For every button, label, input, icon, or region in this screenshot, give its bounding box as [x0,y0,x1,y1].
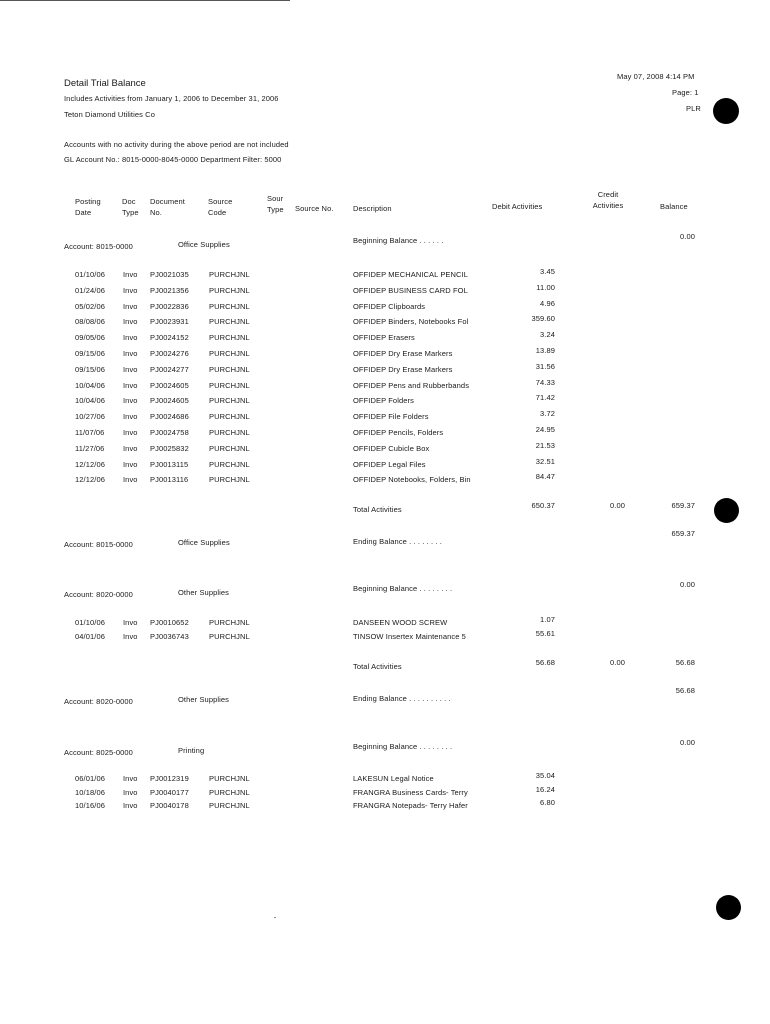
row-debit: 3.72 [540,409,555,419]
row-description: OFFIDEP Pens and Rubberbands [353,380,470,390]
row-posting-date: 10/18/06 [75,787,105,797]
ending-account-name: Other Supplies [178,695,230,704]
row-doc-type: Invo [123,380,138,390]
report-title: Detail Trial Balance [64,78,146,89]
total-debit: 56.68 [535,658,555,667]
ending-balance-value: 659.37 [671,529,695,538]
row-source-code: PURCHJNL [209,443,250,453]
col-description: Description [353,204,392,213]
row-debit: 3.24 [540,330,555,340]
ending-account-name: Office Supplies [178,538,230,547]
row-document-no: PJ0010652 [150,618,189,627]
row-description: OFFIDEP Cubicle Box [353,443,430,453]
row-doc-type: Invo [123,412,138,422]
row-document-no: PJ0024277 [150,364,189,374]
scan-top-line [0,0,290,1]
row-source-code: PURCHJNL [209,787,250,797]
row-description: OFFIDEP Folders [353,396,414,406]
account-label: Account: 8025-0000 [64,748,133,757]
row-doc-type: Invo [123,396,138,406]
ending-balance-value: 56.68 [675,686,695,695]
row-document-no: PJ0024605 [150,396,189,406]
row-doc-type: Invo [123,618,138,627]
row-posting-date: 01/10/06 [75,270,105,279]
row-doc-type: Invo [123,801,138,810]
row-debit: 31.56 [535,361,555,371]
row-posting-date: 10/16/06 [75,801,105,810]
beginning-balance-value: 0.00 [680,232,695,241]
total-activities-label: Total Activities [353,662,402,671]
account-label: Account: 8015-0000 [64,242,133,251]
row-posting-date: 09/05/06 [75,333,105,343]
row-doc-type: Invo [123,774,138,783]
row-document-no: PJ0036743 [150,631,189,641]
row-source-code: PURCHJNL [209,631,250,641]
punch-hole-middle [714,498,739,523]
row-description: FRANGRA Business Cards- Terry [353,787,468,797]
ending-account-label: Account: 8020-0000 [64,697,133,706]
row-description: LAKESUN Legal Notice [353,774,434,783]
activities-range: Includes Activities from January 1, 2006 to December 31, 2006 [64,94,279,103]
total-credit: 0.00 [610,658,625,667]
row-description: DANSEEN WOOD SCREW [353,618,448,627]
ending-balance-label: Ending Balance . . . . . . . . . . [353,694,451,703]
row-document-no: PJ0025832 [150,443,189,453]
row-debit: 74.33 [535,377,555,387]
row-posting-date: 11/27/06 [75,443,105,453]
beginning-balance-label: Beginning Balance . . . . . . . . [353,742,453,751]
row-description: OFFIDEP Notebooks, Folders, Bin [353,475,471,485]
row-document-no: PJ0013116 [150,475,189,485]
row-description: FRANGRA Notepads- Terry Hafer [353,801,468,810]
row-document-no: PJ0022836 [150,301,189,311]
row-debit: 1.07 [540,615,555,624]
row-debit: 16.24 [535,784,555,794]
row-posting-date: 08/08/06 [75,317,105,327]
row-debit: 3.45 [540,267,555,276]
beginning-balance-label: Beginning Balance . . . . . . . . [353,584,453,593]
row-source-code: PURCHJNL [209,285,250,295]
row-doc-type: Invo [123,364,138,374]
row-description: OFFIDEP Dry Erase Markers [353,364,453,374]
row-document-no: PJ0024686 [150,412,189,422]
ending-balance-label: Ending Balance . . . . . . . . [353,537,442,546]
row-source-code: PURCHJNL [209,774,250,783]
row-source-code: PURCHJNL [209,301,250,311]
col-credit: Credit Activities [592,190,624,210]
scan-speck [274,917,276,918]
row-posting-date: 10/27/06 [75,412,105,422]
account-name: Other Supplies [178,588,230,597]
total-credit: 0.00 [610,501,625,510]
row-debit: 71.42 [535,393,555,403]
account-name: Printing [178,746,205,755]
account-filter: GL Account No.: 8015-0000-8045-0000 Department Filter: 5000 [64,155,282,164]
row-source-code: PURCHJNL [209,364,250,374]
row-posting-date: 09/15/06 [75,364,105,374]
row-document-no: PJ0013115 [150,459,189,469]
row-description: OFFIDEP Erasers [353,333,415,343]
company-name: Teton Diamond Utilities Co [64,110,155,119]
row-debit: 35.04 [535,771,555,780]
row-source-code: PURCHJNL [209,475,250,485]
row-posting-date: 06/01/06 [75,774,105,783]
row-debit: 13.89 [535,346,555,355]
row-doc-type: Invo [123,475,138,485]
row-document-no: PJ0024276 [150,349,189,358]
row-document-no: PJ0040178 [150,801,189,810]
row-description: OFFIDEP Clipboards [353,301,426,311]
report-date-time: May 07, 2008 4:14 PM [617,72,695,81]
row-source-code: PURCHJNL [209,317,250,327]
row-description: OFFIDEP File Folders [353,412,429,422]
row-posting-date: 01/10/06 [75,618,105,627]
row-doc-type: Invo [123,301,138,311]
row-source-code: PURCHJNL [209,801,250,810]
row-debit: 84.47 [535,472,555,482]
beginning-balance-label: Beginning Balance . . . . . . [353,236,444,245]
row-posting-date: 10/04/06 [75,396,105,406]
col-debit: Debit Activities [492,202,543,211]
row-doc-type: Invo [123,317,138,327]
row-source-code: PURCHJNL [209,618,250,627]
row-posting-date: 10/04/06 [75,380,105,390]
row-posting-date: 09/15/06 [75,349,105,358]
row-source-code: PURCHJNL [209,412,250,422]
row-posting-date: 12/12/06 [75,475,105,485]
row-document-no: PJ0024605 [150,380,189,390]
row-debit: 24.95 [535,425,555,434]
row-document-no: PJ0021356 [150,285,189,295]
row-debit: 32.51 [535,456,555,466]
punch-hole-top [713,98,739,124]
row-description: OFFIDEP BUSINESS CARD FOL [353,285,468,295]
row-description: OFFIDEP Legal Files [353,459,426,469]
col-balance: Balance [660,202,688,211]
row-description: OFFIDEP Dry Erase Markers [353,349,453,358]
row-source-code: PURCHJNL [209,270,250,279]
row-doc-type: Invo [123,459,138,469]
row-description: TINSOW Insertex Maintenance 5 [353,631,466,641]
col-doc-type: Doc Type [122,197,139,217]
total-balance: 659.37 [671,501,695,510]
row-document-no: PJ0021035 [150,270,189,279]
row-document-no: PJ0012319 [150,774,189,783]
row-document-no: PJ0024152 [150,333,189,343]
row-doc-type: Invo [123,787,138,797]
row-doc-type: Invo [123,428,138,437]
total-activities-label: Total Activities [353,505,402,514]
row-description: OFFIDEP Binders, Notebooks Fol [353,317,469,327]
punch-hole-bottom [716,895,741,920]
row-source-code: PURCHJNL [209,396,250,406]
row-debit: 21.53 [535,440,555,450]
row-debit: 6.80 [540,798,555,807]
page-number: Page: 1 [672,88,699,97]
row-doc-type: Invo [123,333,138,343]
row-description: OFFIDEP Pencils, Folders [353,428,444,437]
ending-account-label: Account: 8015-0000 [64,540,133,549]
row-source-code: PURCHJNL [209,459,250,469]
row-description: OFFIDEP MECHANICAL PENCIL [353,270,469,279]
row-doc-type: Invo [123,285,138,295]
row-doc-type: Invo [123,443,138,453]
col-posting-date: Posting Date [75,197,101,217]
row-debit: 11.00 [536,282,555,292]
row-document-no: PJ0040177 [150,787,189,797]
total-balance: 56.68 [675,658,695,667]
row-source-code: PURCHJNL [209,428,250,437]
col-source-no: Source No. [295,204,334,213]
beginning-balance-value: 0.00 [680,580,695,589]
row-posting-date: 11/07/06 [75,428,105,437]
row-doc-type: Invo [123,349,138,358]
row-source-code: PURCHJNL [209,380,250,390]
total-debit: 650.37 [531,501,555,510]
row-doc-type: Invo [123,270,138,279]
col-source-type: Sour Type [267,194,284,214]
row-source-code: PURCHJNL [209,333,250,343]
row-debit: 55.61 [535,628,555,638]
row-debit: 359.60 [531,314,555,324]
account-name: Office Supplies [178,240,230,249]
beginning-balance-value: 0.00 [680,738,695,747]
col-document-no: Document No. [150,197,185,217]
row-document-no: PJ0023931 [150,317,189,327]
account-label: Account: 8020-0000 [64,590,133,599]
row-posting-date: 12/12/06 [75,459,105,469]
row-debit: 4.96 [540,298,555,308]
row-posting-date: 01/24/06 [75,285,105,295]
row-posting-date: 05/02/06 [75,301,105,311]
excluded-accounts-note: Accounts with no activity during the above period are not included [64,140,289,149]
row-doc-type: Invo [123,631,138,641]
row-source-code: PURCHJNL [209,349,250,358]
row-document-no: PJ0024758 [150,428,189,437]
col-source-code: Source Code [208,197,233,217]
user-initials: PLR [686,104,701,113]
row-posting-date: 04/01/06 [75,631,105,641]
